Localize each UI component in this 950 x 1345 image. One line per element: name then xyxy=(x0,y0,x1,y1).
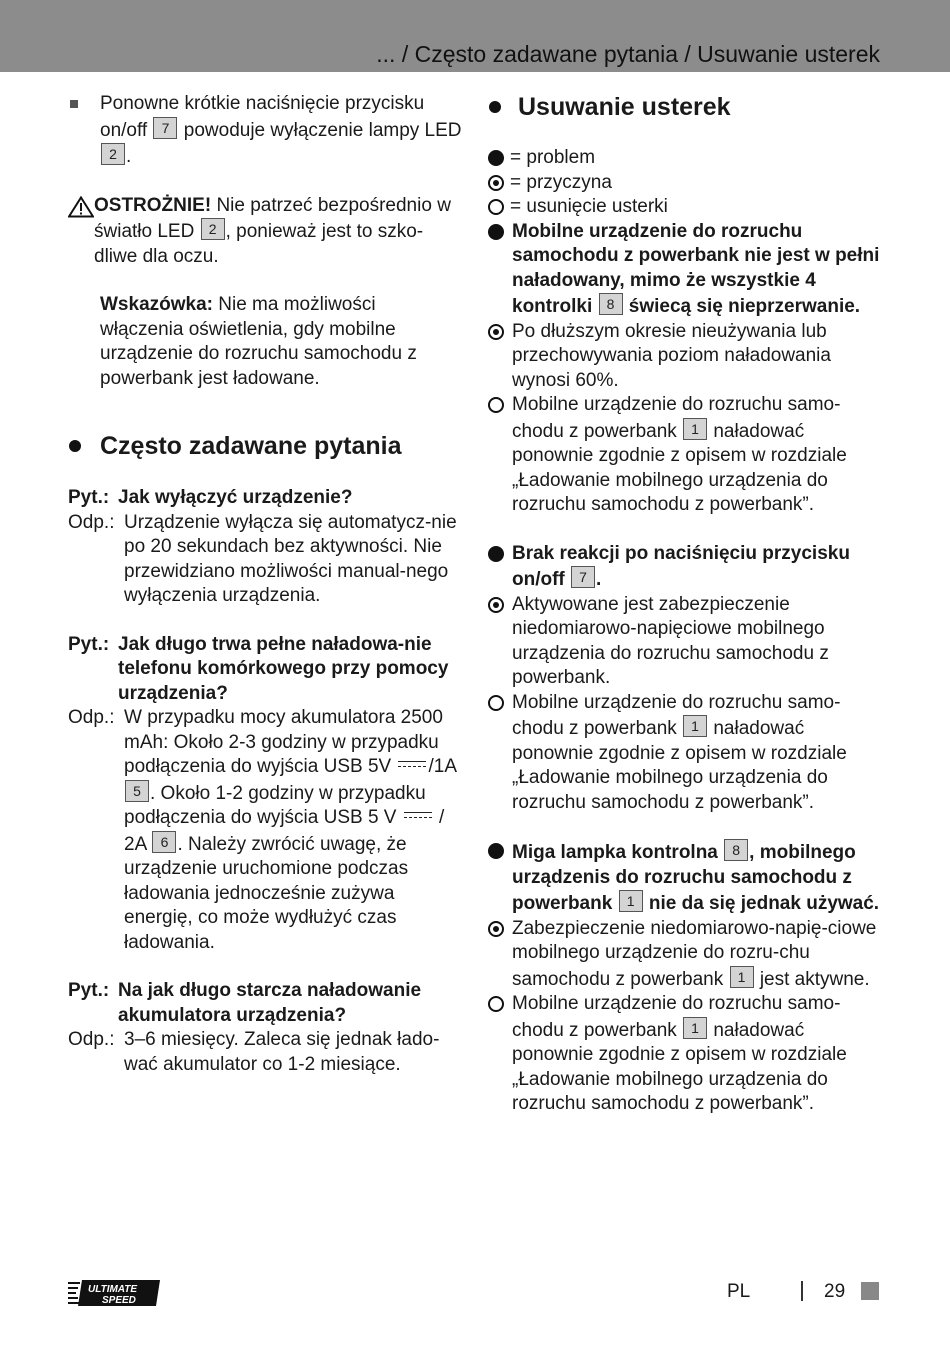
ref-number: 1 xyxy=(683,715,707,737)
cause-item: Aktywowane jest zabezpieczenie niedomiarowo-napięciowe mobilnego urządzenia do rozruchu samochodu z powerbank. xyxy=(488,593,883,691)
faq-question: Pyt.: Na jak długo starcza naładowanie akumulatora urządzenia? xyxy=(68,980,422,1026)
hint-block: Wskazówka: Nie ma możliwości włączenia oświetlenia, gdy mobilne urządzenie do rozruchu samochodu z powerbank jest ładowane. xyxy=(100,294,417,389)
ref-number: 1 xyxy=(683,418,707,440)
cause-target-icon xyxy=(488,324,504,340)
remedy-item: Mobilne urządzenie do rozruchu samo-chodu z powerbank 1 naładować ponownie zgodnie z opisem w rozdziale „Ładowanie mobilnego urządzenia do rozruchu samochodu z powerbank”. xyxy=(488,393,883,518)
remedy-ring-icon xyxy=(488,695,504,711)
remedy-item: Mobilne urządzenie do rozruchu samo-chodu z powerbank 1 naładować ponownie zgodnie z opisem w rozdziale „Ładowanie mobilnego urządzenia do rozruchu samochodu z powerbank”. xyxy=(488,691,883,816)
remedy-ring-icon xyxy=(488,996,504,1012)
warning-block: OSTROŻNIE! Nie patrzeć bezpośrednio w światło LED 2 , ponieważ jest to szko-dliwe dla oczu. xyxy=(68,194,463,270)
ref-number: 2 xyxy=(101,143,125,165)
problem-dot-icon xyxy=(488,843,504,859)
ref-number: 1 xyxy=(619,890,643,912)
problem-dot-icon xyxy=(488,546,504,562)
faq-question: Pyt.: Jak długo trwa pełne naładowa-nie telefonu komórkowego przy pomocy urządzenia? xyxy=(68,633,449,704)
svg-text:SPEED: SPEED xyxy=(102,1295,136,1306)
right-column xyxy=(488,92,883,1117)
footer-language: PL xyxy=(727,1281,751,1302)
faq-answer: Odp.: Urządzenie wyłącza się automatycz-nie po 20 sekundach bez aktywności. Nie przewidziano możliwości manual-nego wyłączenia urządzenia. xyxy=(68,511,457,606)
cause-item: Po dłuższym okresie nieużywania lub przechowywania poziom naładowania wynosi 60%. xyxy=(488,320,883,394)
remedy-ring-icon xyxy=(488,397,504,413)
square-bullet-icon xyxy=(70,100,78,108)
page-number: 29 xyxy=(824,1281,846,1302)
ref-number: 7 xyxy=(153,117,177,139)
cause-target-icon xyxy=(488,175,504,191)
legend-problem: = problem xyxy=(488,146,883,171)
problem-item: Mobilne urządzenie do rozruchu samochodu z powerbank nie jest w pełni naładowany, mimo że wszystkie 4 kontrolki 8 świecą się nieprzerwanie. xyxy=(488,220,883,320)
ref-number: 1 xyxy=(683,1017,707,1039)
dc-current-icon xyxy=(404,812,432,823)
left-column xyxy=(68,92,463,1077)
problem-dot-icon xyxy=(488,224,504,240)
page-header xyxy=(0,0,950,72)
faq-answer: Odp.: 3–6 miesięcy. Zaleca się jednak łado-wać akumulator co 1-2 miesiące. xyxy=(68,1029,440,1075)
ref-number: 7 xyxy=(571,566,595,588)
cause-item: Zabezpieczenie niedomiarowo-napię-ciowe mobilnego urządzenie do rozru-chu samochodu z powerbank 1 jest aktywne. xyxy=(488,917,883,993)
problem-dot-icon xyxy=(488,150,504,166)
svg-text:ULTIMATE: ULTIMATE xyxy=(88,1284,138,1295)
ref-number: 8 xyxy=(599,293,623,315)
footer-square-icon xyxy=(861,1282,879,1300)
faq-section-title: Często zadawane pytania xyxy=(68,431,463,461)
remedy-ring-icon xyxy=(488,199,504,215)
remedy-item: Mobilne urządzenie do rozruchu samo-chodu z powerbank 1 naładować ponownie zgodnie z opisem w rozdziale „Ładowanie mobilnego urządzenia do rozruchu samochodu z powerbank”. xyxy=(488,992,883,1117)
ref-number: 5 xyxy=(125,780,149,802)
ref-number: 2 xyxy=(201,218,225,240)
ref-number: 8 xyxy=(724,839,748,861)
bullet-dot-icon xyxy=(489,101,501,113)
bullet-dot-icon xyxy=(69,440,81,452)
problem-item: Miga lampka kontrolna 8 , mobilnego urządzenis do rozruchu samochodu z powerbank 1 nie da się jednak używać. xyxy=(488,839,883,917)
cause-target-icon xyxy=(488,597,504,613)
header-title: ... / Często zadawane pytania / Usuwanie usterek xyxy=(376,41,880,67)
hint-label: Wskazówka: xyxy=(100,294,213,315)
warning-label: OSTROŻNIE! xyxy=(94,194,212,216)
ref-number: 6 xyxy=(152,831,176,853)
faq-answer: Odp.: W przypadku mocy akumulatora 2500 mAh: Około 2-3 godziny w przypadku podłączenia do wyjścia USB 5V /1A 5 . Około 1-2 godziny w przypadku podłączenia do wyjścia USB 5 V / 2A 6 . Należy zwrócić uwagę, że urządzenie uruchomione podczas ładowania jednocześnie zużywa energię, co może wydłużyć czas ładowania. xyxy=(68,707,456,953)
ref-number: 1 xyxy=(730,966,754,988)
brand-logo xyxy=(68,1278,160,1308)
bullet-item: Ponowne krótkie naciśnięcie przycisku on/off 7 powoduje wyłączenie lampy LED 2 . xyxy=(68,92,463,170)
page-footer xyxy=(0,1275,950,1315)
footer-divider xyxy=(801,1281,803,1301)
faq-question: Pyt.: Jak wyłączyć urządzenie? xyxy=(68,487,353,508)
legend-remedy: = usunięcie usterki xyxy=(488,195,883,220)
dc-current-icon xyxy=(398,761,426,772)
warning-triangle-icon xyxy=(68,196,94,218)
legend-cause: = przyczyna xyxy=(488,171,883,196)
problem-item: Brak reakcji po naciśnięciu przycisku on/off 7 . xyxy=(488,542,883,593)
cause-target-icon xyxy=(488,921,504,937)
troubleshooting-section-title: Usuwanie usterek xyxy=(488,92,883,122)
